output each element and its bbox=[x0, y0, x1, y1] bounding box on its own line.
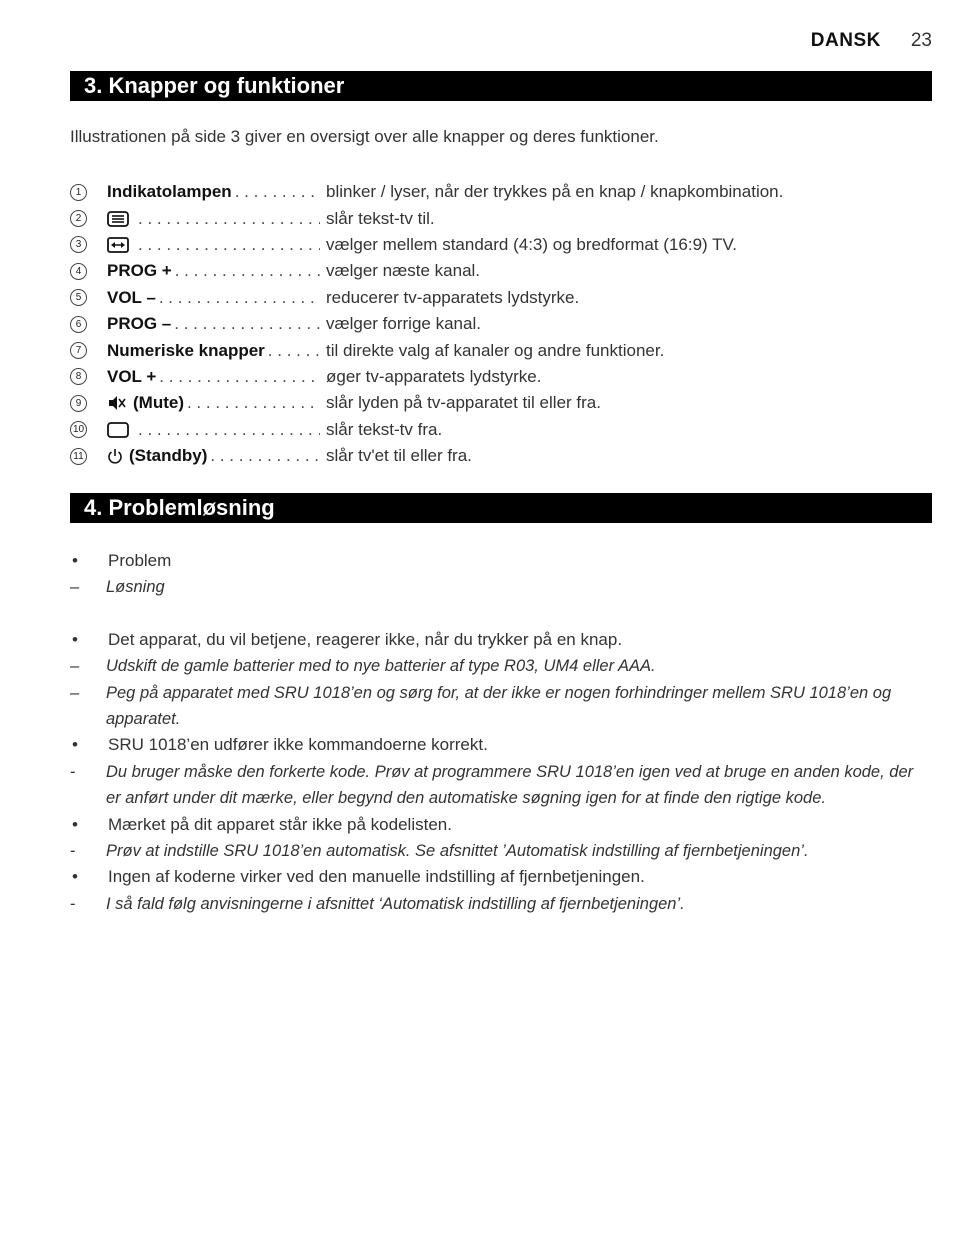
button-function-row bbox=[70, 417, 940, 443]
bullet-marker: • bbox=[72, 814, 78, 834]
dash-marker: – bbox=[70, 657, 80, 676]
button-function-row bbox=[70, 232, 940, 258]
dash-marker: - bbox=[70, 894, 76, 913]
troubleshooting-list bbox=[70, 548, 932, 917]
button-name: Indikatolampen bbox=[107, 182, 232, 202]
problem-text: Det apparat, du vil betjene, reagerer ikke, når du trykker på en knap. bbox=[108, 629, 623, 649]
problem-text: SRU 1018’en udfører ikke kommandoerne korrekt. bbox=[108, 735, 488, 755]
button-function-row bbox=[70, 337, 940, 363]
item-number-badge: 11 bbox=[70, 448, 87, 465]
page-number: 23 bbox=[910, 30, 932, 51]
solution-text: Peg på apparatet med SRU 1018’en og sørg for, at der ikke er nogen forhindringer mellem SRU 1018’en og apparatet. bbox=[106, 683, 892, 729]
button-description: slår lyden på tv-apparatet til eller fra. bbox=[326, 393, 601, 413]
button-label-cell bbox=[107, 420, 320, 440]
dash-marker: - bbox=[70, 762, 76, 781]
item-number-badge: 8 bbox=[70, 368, 87, 385]
button-label-cell bbox=[107, 314, 320, 334]
item-number-badge: 6 bbox=[70, 316, 87, 333]
bullet-marker: • bbox=[72, 735, 78, 755]
dot-leader bbox=[210, 446, 320, 466]
button-function-row bbox=[70, 311, 940, 337]
button-description: øger tv-apparatets lydstyrke. bbox=[326, 366, 542, 386]
solution-item bbox=[70, 759, 932, 812]
button-description: blinker / lyser, når der trykkes på en knap / knapkombination. bbox=[326, 182, 784, 202]
dot-leader bbox=[235, 182, 320, 202]
item-number-badge: 2 bbox=[70, 210, 87, 227]
dot-leader bbox=[174, 314, 320, 334]
button-name: (Standby) bbox=[129, 446, 208, 466]
problem-item bbox=[70, 548, 932, 574]
button-function-row bbox=[70, 285, 940, 311]
solution-text: Du bruger måske den forkerte kode. Prøv at programmere SRU 1018’en igen ved at bruge en anden kode, der er anført under dit mærke, eller begynd den automatiske søgning igen for at finde den rigtige kode. bbox=[106, 762, 914, 808]
button-name: PROG + bbox=[107, 261, 172, 281]
button-label-cell bbox=[107, 393, 320, 413]
button-function-row bbox=[70, 390, 940, 416]
button-label-cell bbox=[107, 367, 320, 387]
button-name: VOL – bbox=[107, 287, 156, 307]
mute-icon bbox=[107, 395, 127, 411]
problem-text: Problem bbox=[108, 551, 172, 570]
problem-item bbox=[70, 732, 932, 758]
problem-text: Ingen af koderne virker ved den manuelle indstilling af fjernbetjeningen. bbox=[108, 867, 645, 887]
solution-text: I så fald følg anvisningerne i afsnittet ‘Automatisk indstilling af fjernbetjeningen’. bbox=[106, 894, 685, 913]
solution-text: Prøv at indstille SRU 1018’en automatisk. Se afsnittet ’Automatisk indstilling af fjernbetjeningen’. bbox=[106, 842, 809, 861]
tv-icon bbox=[107, 422, 129, 438]
button-name: PROG – bbox=[107, 314, 172, 334]
dot-leader bbox=[268, 341, 320, 361]
button-label-cell bbox=[107, 446, 320, 466]
dot-leader bbox=[187, 393, 320, 413]
problem-item bbox=[70, 812, 932, 838]
button-function-list bbox=[70, 179, 940, 469]
widescreen-icon bbox=[107, 237, 129, 253]
button-function-row bbox=[70, 364, 940, 390]
problem-text: Mærket på dit apparet står ikke på kodelisten. bbox=[108, 814, 452, 834]
dot-leader bbox=[138, 420, 320, 440]
button-function-row bbox=[70, 258, 940, 284]
button-name: Numeriske knapper bbox=[107, 340, 265, 360]
solution-item bbox=[70, 574, 932, 600]
solution-item bbox=[70, 653, 932, 679]
button-label-cell bbox=[107, 341, 320, 361]
solution-item bbox=[70, 680, 932, 733]
solution-text: Udskift de gamle batterier med to nye batterier af type R03, UM4 eller AAA. bbox=[106, 657, 656, 676]
dot-leader bbox=[159, 288, 320, 308]
button-function-row bbox=[70, 205, 940, 231]
bullet-marker: • bbox=[72, 551, 78, 570]
teletext-icon bbox=[107, 211, 129, 227]
dot-leader bbox=[138, 235, 320, 255]
solution-item bbox=[70, 838, 932, 864]
problem-item bbox=[70, 864, 932, 890]
power-icon bbox=[107, 448, 123, 464]
solution-text: Løsning bbox=[106, 578, 165, 597]
dash-marker: – bbox=[70, 683, 80, 702]
item-number-badge: 4 bbox=[70, 263, 87, 280]
button-function-row bbox=[70, 443, 940, 469]
button-description: slår tekst-tv til. bbox=[326, 208, 435, 228]
dot-leader bbox=[138, 209, 320, 229]
bullet-marker: • bbox=[72, 629, 78, 649]
bullet-marker: • bbox=[72, 867, 78, 887]
section-title-buttons: 3. Knapper og funktioner bbox=[70, 71, 932, 101]
button-label-cell bbox=[107, 235, 320, 255]
solution-item bbox=[70, 891, 932, 917]
language-label: DANSK bbox=[810, 30, 881, 51]
section-title-troubleshooting: 4. Problemløsning bbox=[70, 493, 932, 523]
button-description: vælger forrige kanal. bbox=[326, 314, 481, 334]
button-function-row bbox=[70, 179, 940, 205]
item-number-badge: 10 bbox=[70, 421, 87, 438]
button-label-cell bbox=[107, 261, 320, 281]
button-label-cell bbox=[107, 182, 320, 202]
button-name: VOL + bbox=[107, 366, 157, 386]
item-number-badge: 5 bbox=[70, 289, 87, 306]
button-description: slår tv'et til eller fra. bbox=[326, 446, 472, 466]
button-description: vælger mellem standard (4:3) og bredformat (16:9) TV. bbox=[326, 234, 738, 254]
spacer bbox=[70, 601, 932, 627]
intro-text: Illustrationen på side 3 giver en oversigt over alle knapper og deres funktioner. bbox=[70, 127, 659, 146]
button-description: slår tekst-tv fra. bbox=[326, 419, 443, 439]
dot-leader bbox=[159, 367, 320, 387]
button-name: (Mute) bbox=[133, 393, 184, 413]
button-label-cell bbox=[107, 288, 320, 308]
button-description: til direkte valg af kanaler og andre funktioner. bbox=[326, 340, 665, 360]
dot-leader bbox=[175, 261, 320, 281]
item-number-badge: 7 bbox=[70, 342, 87, 359]
button-label-cell bbox=[107, 209, 320, 229]
problem-item bbox=[70, 627, 932, 653]
dash-marker: – bbox=[70, 578, 80, 597]
button-description: reducerer tv-apparatets lydstyrke. bbox=[326, 287, 580, 307]
item-number-badge: 9 bbox=[70, 395, 87, 412]
item-number-badge: 1 bbox=[70, 184, 87, 201]
dash-marker: - bbox=[70, 842, 76, 861]
page-header bbox=[811, 30, 932, 52]
button-description: vælger næste kanal. bbox=[326, 261, 481, 281]
item-number-badge: 3 bbox=[70, 236, 87, 253]
